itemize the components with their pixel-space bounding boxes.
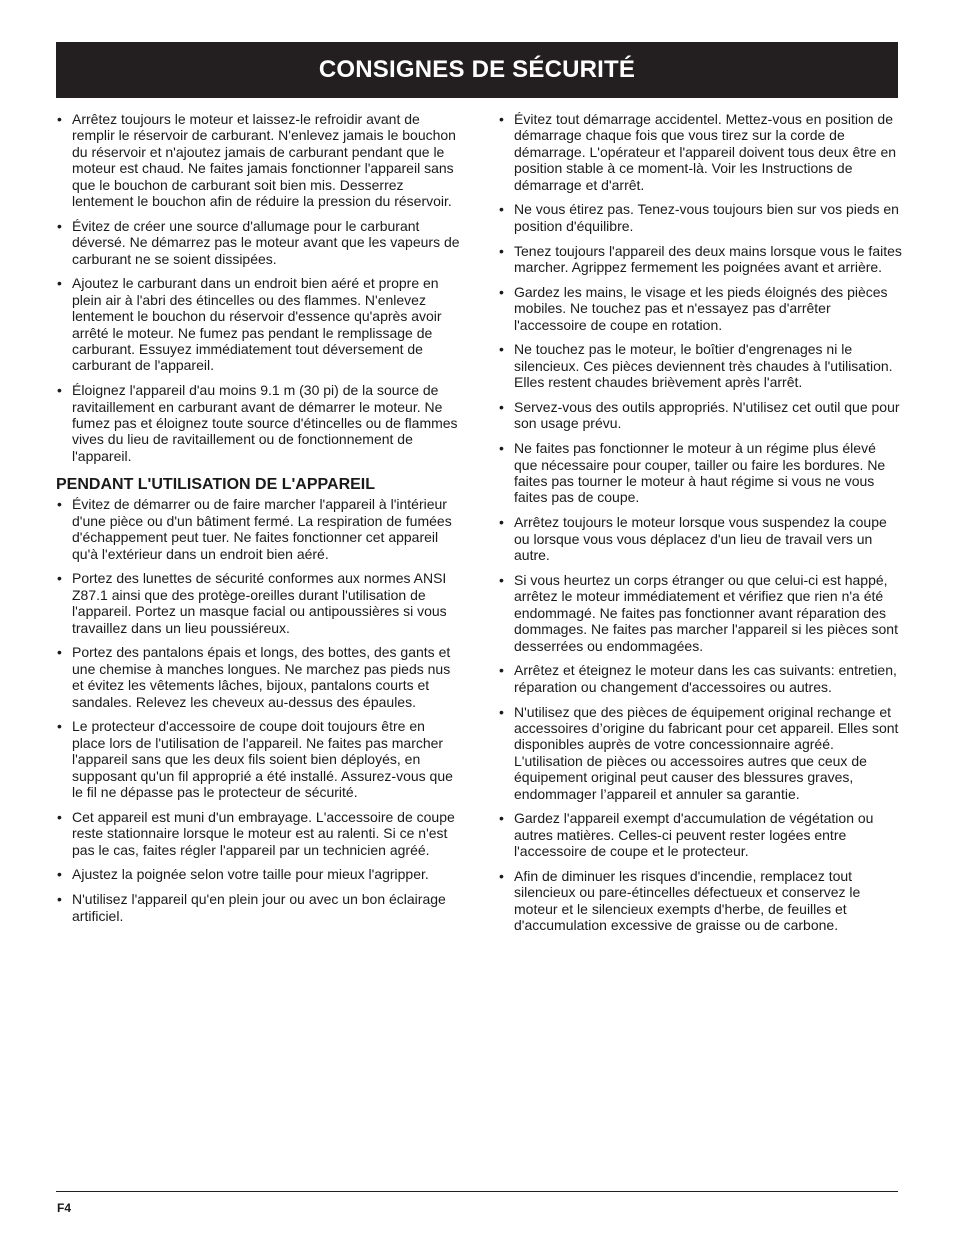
page-title: CONSIGNES DE SÉCURITÉ <box>318 56 636 83</box>
list-item: • Portez des lunettes de sécurité conformes aux normes ANSI Z87.1 ainsi que des protège-oreilles durant l'utilisation de l'appareil. Portez un masque facial ou antipoussières si vous travaillez dans un lieu poussiéreux. <box>56 570 460 636</box>
list-item: • Évitez tout démarrage accidentel. Mettez-vous en position de démarrage chaque fois que vous tirez sur la corde de démarrage. L'opérateur et l'appareil doivent tous deux être en position stable à ce moment-là. Voir les Instructions de démarrage et d'arrêt. <box>498 111 902 193</box>
list-item: • Ne vous étirez pas. Tenez-vous toujours bien sur vos pieds en position d'équilibre. <box>498 201 902 234</box>
list-item: • Ajoutez le carburant dans un endroit bien aéré et propre en plein air à l'abri des étincelles ou des flammes. N'enlevez lentement le bouchon du réservoir d'essence qu'après avoir arrêté le moteur. Ne fumez pas pendant le remplissage de carburant. Essuyez immédiatement tout déversement de carburant de l'appareil. <box>56 275 460 373</box>
list-item: • Le protecteur d'accessoire de coupe doit toujours être en place lors de l'utilisation de l'appareil. Ne faites pas marcher l'appareil sans que les deux fils soient bien déployés, en supposant qu'un fil approprié a été installé. Assurez-vous que le fil ne dépasse pas le protecteur de sécurité. <box>56 718 460 800</box>
list-item: • Évitez de créer une source d'allumage pour le carburant déversé. Ne démarrez pas le moteur avant que les vapeurs de carburant ne se soient dissipées. <box>56 218 460 267</box>
list-item: • N'utilisez que des pièces de équipement original rechange et accessoires d’origine du fabricant pour cet appareil. Elles sont disponibles auprès de votre concessionnaire agréé. L'utilisation de pièces ou accessoires autres que ceux de équipement original peut causer des blessures graves, endommager l’appareil et annuler sa garantie. <box>498 704 902 802</box>
list-item: • Ajustez la poignée selon votre taille pour mieux l'agripper. <box>56 866 460 882</box>
list-item: • Servez-vous des outils appropriés. N'utilisez cet outil que pour son usage prévu. <box>498 399 902 432</box>
list-item: • Ne touchez pas le moteur, le boîtier d'engrenages ni le silencieux. Ces pièces deviennent très chaudes à l'utilisation. Elles restent chaudes brièvement après l'arrêt. <box>498 341 902 390</box>
section-heading: PENDANT L'UTILISATION DE L'APPAREIL <box>56 476 376 494</box>
list-item: • Arrêtez toujours le moteur et laissez-le refroidir avant de remplir le réservoir de carburant. N'enlevez jamais le bouchon du réservoir et n'ajoutez jamais de carburant pendant que le moteur est chaud. Ne faites jamais fonctionner l'appareil sans que le bouchon de carburant soit bien mis. Desserrez lentement le bouchon afin de réduire la pression du réservoir. <box>56 111 460 209</box>
list-item: • Cet appareil est muni d'un embrayage. L'accessoire de coupe reste stationnaire lorsque le moteur est au ralenti. Si ce n'est pas le cas, faites régler l'appareil par un technicien agréé. <box>56 809 460 858</box>
list-item: • Si vous heurtez un corps étranger ou que celui-ci est happé, arrêtez le moteur immédiatement et vérifiez que rien n'a été endommagé. Ne faites pas fonctionner avant réparation des dommages. Ne faites pas marcher l'appareil si les pièces sont desserrées ou endommagées. <box>498 572 902 654</box>
list-item: • N'utilisez l'appareil qu'en plein jour ou avec un bon éclairage artificiel. <box>56 891 460 924</box>
safety-list-right <box>498 111 902 934</box>
list-item: • Gardez les mains, le visage et les pieds éloignés des pièces mobiles. Ne touchez pas et n'essayez pas d'arrêter l'accessoire de coupe en rotation. <box>498 284 902 333</box>
list-item: • Arrêtez et éteignez le moteur dans les cas suivants: entretien, réparation ou changement d'accessoires ou autres. <box>498 662 902 695</box>
footer-divider <box>56 1191 898 1192</box>
section-header-bar <box>56 42 898 98</box>
safety-list-fuel <box>56 111 460 464</box>
right-column <box>498 111 902 942</box>
left-column <box>56 111 460 932</box>
safety-list-operation <box>56 496 460 924</box>
list-item: • Tenez toujours l'appareil des deux mains lorsque vous le faites marcher. Agrippez fermement les poignées avant et arrière. <box>498 243 902 276</box>
list-item: • Gardez l'appareil exempt d'accumulation de végétation ou autres matières. Celles-ci peuvent rester logées entre l'accessoire de coupe et le protecteur. <box>498 810 902 859</box>
list-item: • Arrêtez toujours le moteur lorsque vous suspendez la coupe ou lorsque vous vous déplacez d'un lieu de travail vers un autre. <box>498 514 902 563</box>
list-item: • Éloignez l'appareil d'au moins 9.1 m (30 pi) de la source de ravitaillement en carburant avant de démarrer le moteur. Ne fumez pas et éloignez toute source d'étincelles ou de flammes vives du lieu de ravitaillement ou de fonctionnement de l'appareil. <box>56 382 460 464</box>
list-item: • Portez des pantalons épais et longs, des bottes, des gants et une chemise à manches longues. Ne marchez pas pieds nus et évitez les vêtements lâches, bijoux, pantalons courts et sandales. Relevez les cheveux au-dessus des épaules. <box>56 644 460 710</box>
list-item: • Afin de diminuer les risques d'incendie, remplacez tout silencieux ou pare-étincelles défectueux et conservez le moteur et le silencieux exempts d'herbe, de feuilles et d'accumulation excessive de graisse ou de carbone. <box>498 868 902 934</box>
list-item: • Ne faites pas fonctionner le moteur à un régime plus élevé que nécessaire pour couper, tailler ou faire les bordures. Ne faites pas tourner le moteur à haut régime si vous ne vous faites pas de coupe. <box>498 440 902 506</box>
list-item: • Évitez de démarrer ou de faire marcher l'appareil à l'intérieur d'une pièce ou d'un bâtiment fermé. La respiration de fumées d'échappement peut tuer. Ne faites fonctionner cet appareil qu'à l'extérieur dans un endroit bien aéré. <box>56 496 460 562</box>
page-number: F4 <box>57 1201 72 1215</box>
